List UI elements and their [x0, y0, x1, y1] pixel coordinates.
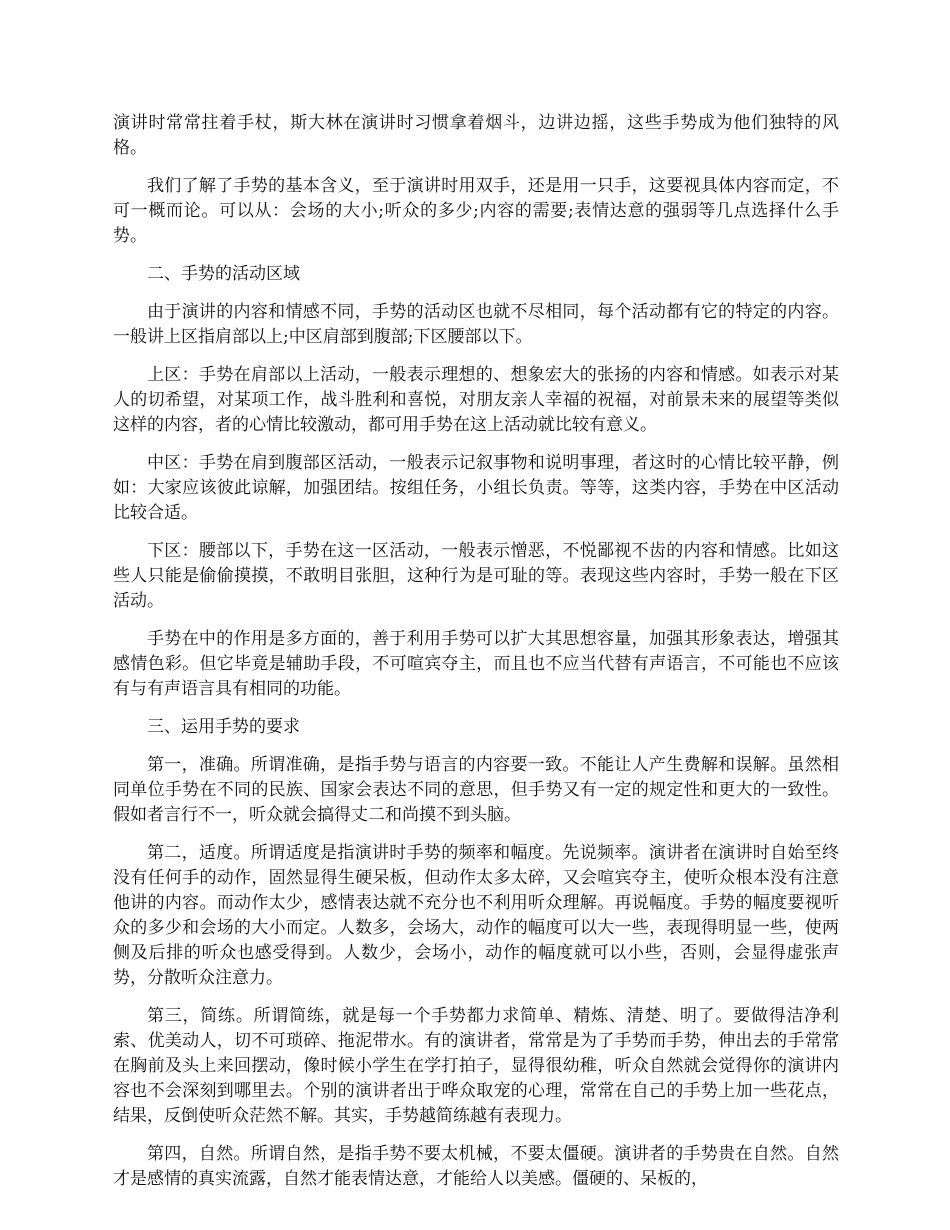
section-heading: 三、运用手势的要求 [147, 717, 300, 737]
paragraph: 下区：腰部以下，手势在这一区活动，一般表示憎恶，不悦鄙视不齿的内容和情感。比如这些人只能是偷偷摸摸，不敢明目张胆，这种行为是可耻的等。表现这些内容时，手势一般在下区活动。 [113, 541, 839, 611]
paragraph: 手势在中的作用是多方面的，善于利用手势可以扩大其思想容量，加强其形象表达，增强其感情色彩。但它毕竟是辅助手段，不可喧宾夺主，而且也不应当代替有声语言，不可能也不应该有与有声语言具有相同的功能。 [113, 629, 839, 699]
paragraph: 由于演讲的内容和情感不同，手势的活动区也就不尽相同，每个活动都有它的特定的内容。一般讲上区指肩部以上;中区肩部到腹部;下区腰部以下。 [113, 302, 839, 347]
section-heading: 二、手势的活动区域 [147, 264, 300, 284]
paragraph: 中区：手势在肩到腹部区活动，一般表示记叙事物和说明事理，者这时的心情比较平静，例如：大家应该彼此谅解，加强团结。按组任务，小组长负责。等等，这类内容，手势在中区活动比较合适。 [113, 453, 839, 523]
paragraph: 我们了解了手势的基本含义，至于演讲时用双手，还是用一只手，这要视具体内容而定，不可一概而论。可以从：会场的大小;听众的多少;内容的需要;表情达意的强弱等几点选择什么手势。 [113, 176, 839, 246]
paragraph: 第三，简练。所谓简练，就是每一个手势都力求简单、精炼、清楚、明了。要做得洁净利索、优美动人，切不可琐碎、拖泥带水。有的演讲者，常常是为了手势而手势，伸出去的手常常在胸前及头上来回摆动，像时候小学生在学打拍子，显得很幼稚，听众自然就会觉得你的演讲内容也不会深刻到哪里去。个别的演讲者出于哗众取宠的心理，常常在自己的手势上加一些花点，结果，反倒使听众茫然不解。其实，手势越简练越有表现力。 [113, 1006, 839, 1126]
paragraph: 演讲时常常拄着手杖，斯大林在演讲时习惯拿着烟斗，边讲边摇，这些手势成为他们独特的风格。 [113, 113, 839, 158]
document-body [113, 111, 839, 1205]
paragraph: 第四，自然。所谓自然，是指手势不要太机械，不要太僵硬。演讲者的手势贵在自然。自然才是感情的真实流露，自然才能表情达意，才能给人以美感。僵硬的、呆板的， [113, 1144, 839, 1189]
paragraph: 第一，准确。所谓准确，是指手势与语言的内容要一致。不能让人产生费解和误解。虽然相同单位手势在不同的民族、国家会表达不同的意思，但手势又有一定的规定性和更大的一致性。假如者言行不一，听众就会搞得丈二和尚摸不到头脑。 [113, 755, 839, 825]
paragraph: 第二，适度。所谓适度是指演讲时手势的频率和幅度。先说频率。演讲者在演讲时自始至终没有任何手的动作，固然显得生硬呆板，但动作太多太碎，又会喧宾夺主，使听众根本没有注意他讲的内容。而动作太少，感情表达就不充分也不利用听众理解。再说幅度。手势的幅度要视听众的多少和会场的大小而定。人数多，会场大，动作的幅度可以大一些，表现得明显一些，使两侧及后排的听众也感受得到。人数少，会场小，动作的幅度就可以小些，否则，会显得虚张声势，分散听众注意力。 [113, 843, 839, 988]
paragraph: 上区：手势在肩部以上活动，一般表示理想的、想象宏大的张扬的内容和情感。如表示对某人的切希望，对某项工作，战斗胜利和喜悦，对朋友亲人幸福的祝福，对前景未来的展望等类似这样的内容，者的心情比较激动，都可用手势在这上活动就比较有意义。 [113, 365, 839, 435]
